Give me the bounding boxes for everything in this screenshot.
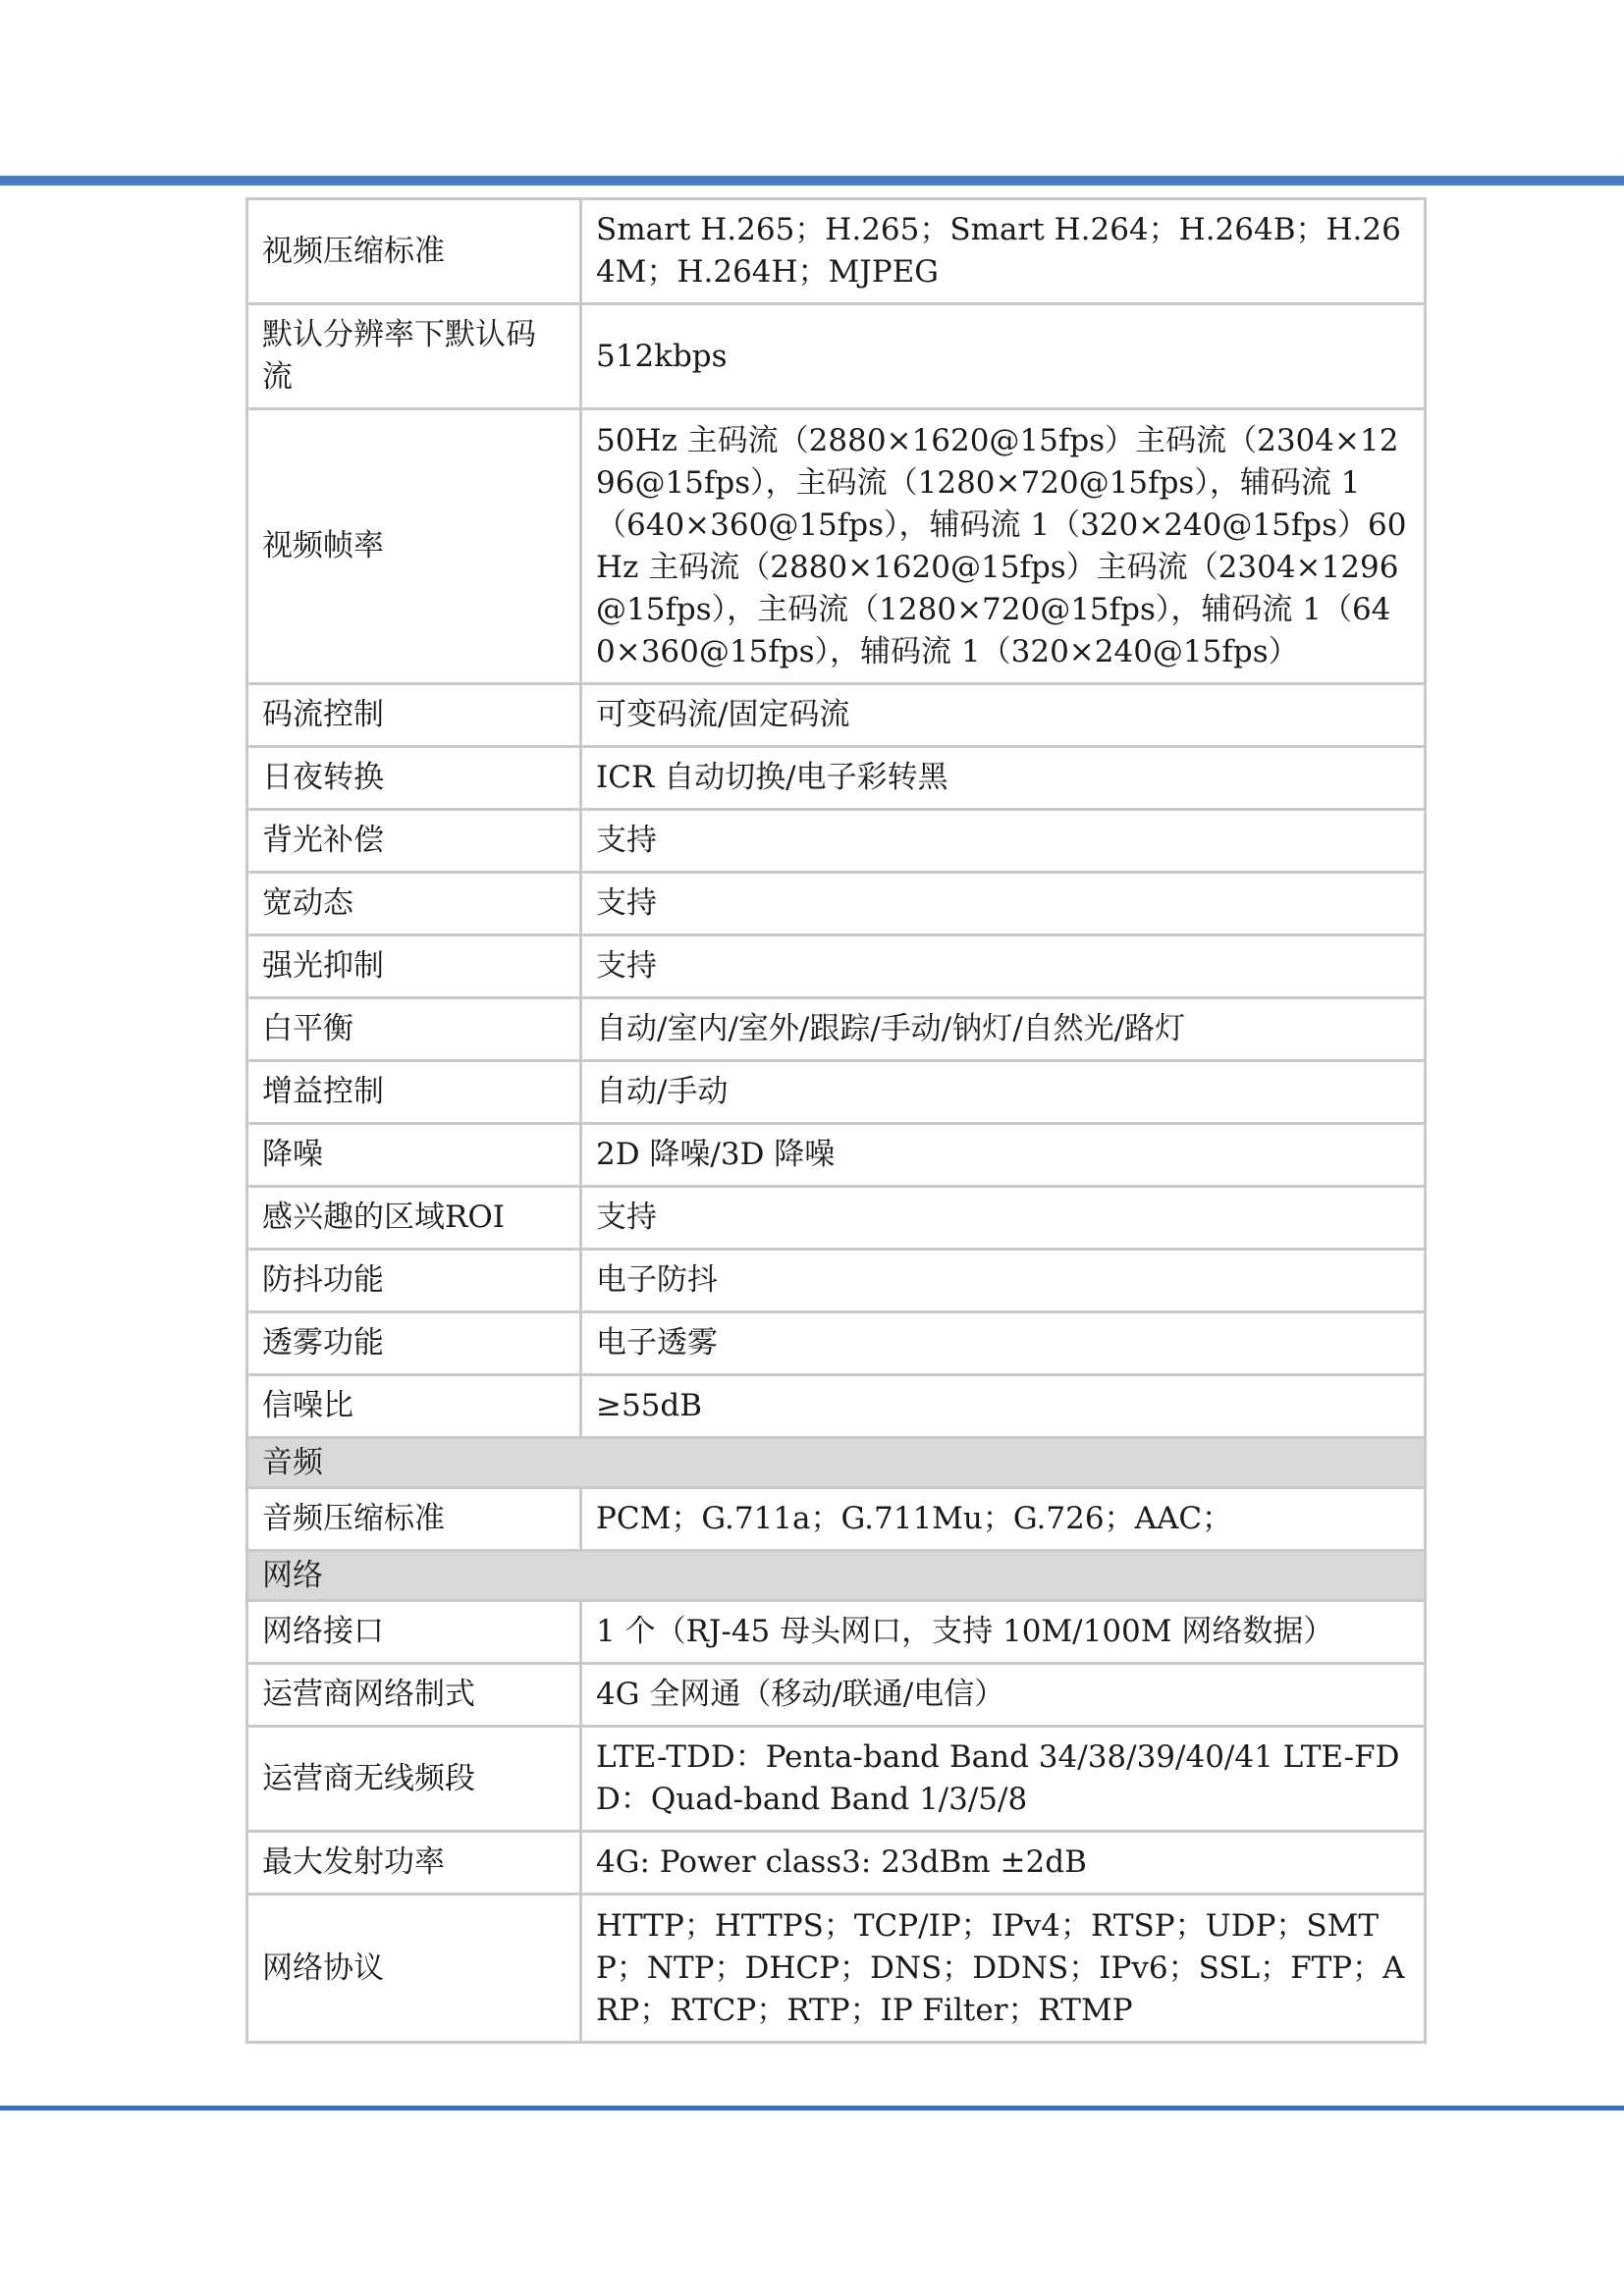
spec-row [247,1375,1426,1438]
spec-label: 增益控制 [247,1061,581,1124]
spec-label: 强光抑制 [247,935,581,998]
spec-label: 视频压缩标准 [247,199,581,304]
spec-value: 电子防抖 [581,1250,1426,1312]
spec-row [247,1061,1426,1124]
footer-rule [0,2106,1624,2110]
spec-value: 电子透雾 [581,1312,1426,1375]
spec-value: 支持 [581,873,1426,935]
spec-value: HTTP；HTTPS；TCP/IP；IPv4；RTSP；UDP；SMTP；NTP；DHCP；DNS；DDNS；IPv6；SSL；FTP；ARP；RTCP；RTP；IP Filter；RTMP [581,1895,1426,2043]
spec-label: 白平衡 [247,998,581,1061]
spec-table [245,197,1427,2044]
spec-value: 支持 [581,810,1426,873]
spec-row [247,1250,1426,1312]
spec-label: 背光补偿 [247,810,581,873]
spec-row [247,1727,1426,1832]
spec-label: 最大发射功率 [247,1832,581,1895]
section-header: 网络 [247,1551,1426,1601]
spec-label: 码流控制 [247,684,581,747]
spec-row [247,1601,1426,1664]
spec-label: 日夜转换 [247,747,581,810]
spec-label: 网络协议 [247,1895,581,2043]
spec-row [247,873,1426,935]
spec-row [247,1312,1426,1375]
spec-row [247,998,1426,1061]
spec-row [247,1832,1426,1895]
spec-label: 透雾功能 [247,1312,581,1375]
spec-row [247,199,1426,304]
spec-value: 支持 [581,1187,1426,1250]
spec-row [247,935,1426,998]
spec-value: ≥55dB [581,1375,1426,1438]
spec-label: 音频压缩标准 [247,1488,581,1551]
spec-value: 4G 全网通（移动/联通/电信） [581,1664,1426,1727]
spec-value: 4G: Power class3: 23dBm ±2dB [581,1832,1426,1895]
spec-value: 1 个（RJ-45 母头网口，支持 10M/100M 网络数据） [581,1601,1426,1664]
spec-label: 宽动态 [247,873,581,935]
spec-value: 支持 [581,935,1426,998]
spec-value: 512kbps [581,304,1426,409]
spec-label: 降噪 [247,1124,581,1187]
section-header-row [247,1551,1426,1601]
spec-label: 感兴趣的区域ROI [247,1187,581,1250]
spec-label: 网络接口 [247,1601,581,1664]
spec-row [247,409,1426,684]
spec-label: 防抖功能 [247,1250,581,1312]
spec-row [247,1895,1426,2043]
section-header-row [247,1438,1426,1488]
spec-row [247,1664,1426,1727]
spec-table-body [247,199,1426,2043]
spec-row [247,1124,1426,1187]
spec-label: 运营商网络制式 [247,1664,581,1727]
header-rule [0,176,1624,186]
spec-value: 可变码流/固定码流 [581,684,1426,747]
spec-row [247,304,1426,409]
spec-row [247,747,1426,810]
spec-label: 默认分辨率下默认码流 [247,304,581,409]
spec-value: LTE-TDD：Penta-band Band 34/38/39/40/41 LTE-FDD：Quad-band Band 1/3/5/8 [581,1727,1426,1832]
spec-value: PCM；G.711a；G.711Mu；G.726；AAC； [581,1488,1426,1551]
section-header: 音频 [247,1438,1426,1488]
spec-value: 50Hz 主码流（2880×1620@15fps）主码流（2304×1296@15fps），主码流（1280×720@15fps），辅码流 1（640×360@15fps），辅码流 1（320×240@15fps）60Hz 主码流（2880×1620@15fps）主码流（2304×1296@15fps），主码流（1280×720@15fps），辅码流 1（640×360@15fps），辅码流 1（320×240@15fps） [581,409,1426,684]
spec-value: 2D 降噪/3D 降噪 [581,1124,1426,1187]
spec-row [247,1488,1426,1551]
spec-label: 视频帧率 [247,409,581,684]
spec-value: ICR 自动切换/电子彩转黑 [581,747,1426,810]
spec-row [247,810,1426,873]
spec-row [247,684,1426,747]
spec-value: 自动/室内/室外/跟踪/手动/钠灯/自然光/路灯 [581,998,1426,1061]
spec-label: 信噪比 [247,1375,581,1438]
spec-label: 运营商无线频段 [247,1727,581,1832]
spec-value: Smart H.265；H.265；Smart H.264；H.264B；H.264M；H.264H；MJPEG [581,199,1426,304]
spec-value: 自动/手动 [581,1061,1426,1124]
spec-row [247,1187,1426,1250]
